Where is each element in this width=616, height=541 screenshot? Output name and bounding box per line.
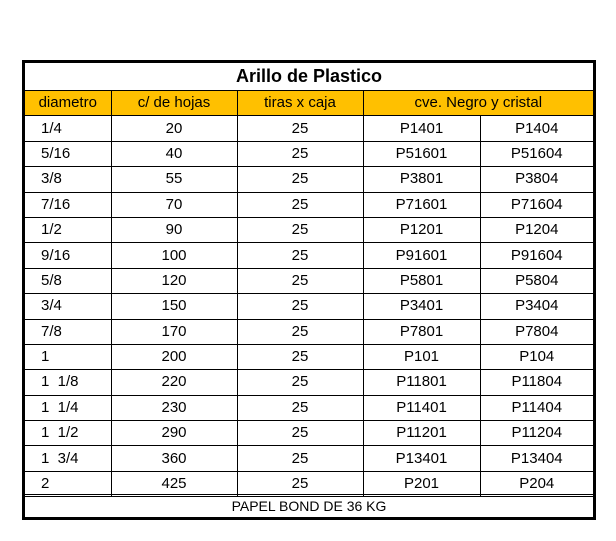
cell-hojas: 425 [111, 471, 237, 496]
cell-clave-cristal: P11404 [480, 395, 593, 420]
cell-tiras: 25 [237, 294, 363, 319]
cell-clave-negro: P101 [363, 344, 480, 369]
price-table-sheet [22, 60, 596, 520]
table-row [25, 446, 593, 471]
cell-clave-cristal: P104 [480, 344, 593, 369]
cell-diametro: 1 3/4 [25, 446, 111, 471]
table-row [25, 268, 593, 293]
cell-diametro: 2 [25, 471, 111, 496]
table-row [25, 421, 593, 446]
cell-diametro: 3/4 [25, 294, 111, 319]
cell-hojas: 100 [111, 243, 237, 268]
cell-hojas: 360 [111, 446, 237, 471]
cell-hojas: 70 [111, 192, 237, 217]
cell-hojas: 170 [111, 319, 237, 344]
cell-clave-cristal: P1404 [480, 116, 593, 141]
plastic-binding-table [25, 63, 593, 497]
cell-tiras: 25 [237, 344, 363, 369]
cell-hojas: 55 [111, 167, 237, 192]
cell-clave-cristal: P71604 [480, 192, 593, 217]
cell-diametro: 9/16 [25, 243, 111, 268]
cell-diametro: 1 1/8 [25, 370, 111, 395]
cell-clave-negro: P71601 [363, 192, 480, 217]
cell-clave-negro: P5801 [363, 268, 480, 293]
cell-clave-cristal: P3404 [480, 294, 593, 319]
cell-tiras: 25 [237, 370, 363, 395]
cell-clave-negro: P91601 [363, 243, 480, 268]
table-row [25, 167, 593, 192]
cell-diametro: 5/8 [25, 268, 111, 293]
cell-hojas: 150 [111, 294, 237, 319]
table-row [25, 243, 593, 268]
header-row [25, 91, 593, 116]
table-body [25, 63, 593, 497]
table-row [25, 192, 593, 217]
cell-diametro: 1 1/2 [25, 421, 111, 446]
cell-clave-cristal: P3804 [480, 167, 593, 192]
cell-clave-negro: P13401 [363, 446, 480, 471]
table-row [25, 370, 593, 395]
cell-clave-negro: P1401 [363, 116, 480, 141]
cell-tiras: 25 [237, 471, 363, 496]
cell-clave-negro: P7801 [363, 319, 480, 344]
cell-hojas: 290 [111, 421, 237, 446]
cell-clave-negro: P3401 [363, 294, 480, 319]
cell-clave-negro: P3801 [363, 167, 480, 192]
cell-tiras: 25 [237, 319, 363, 344]
cell-clave-negro: P51601 [363, 141, 480, 166]
cell-diametro: 1 1/4 [25, 395, 111, 420]
table-row [25, 319, 593, 344]
cell-tiras: 25 [237, 116, 363, 141]
cell-clave-cristal: P11204 [480, 421, 593, 446]
header-hojas: c/ de hojas [111, 91, 237, 116]
header-diametro: diametro [25, 91, 111, 116]
header-clave: cve. Negro y cristal [363, 91, 593, 116]
table-row [25, 217, 593, 242]
table-row [25, 141, 593, 166]
cell-diametro: 1/2 [25, 217, 111, 242]
cell-hojas: 90 [111, 217, 237, 242]
cell-clave-cristal: P13404 [480, 446, 593, 471]
cell-hojas: 40 [111, 141, 237, 166]
cell-tiras: 25 [237, 141, 363, 166]
table-row [25, 116, 593, 141]
cell-clave-cristal: P51604 [480, 141, 593, 166]
cell-tiras: 25 [237, 446, 363, 471]
cell-clave-negro: P1201 [363, 217, 480, 242]
cell-tiras: 25 [237, 167, 363, 192]
cell-clave-negro: P201 [363, 471, 480, 496]
cell-clave-cristal: P1204 [480, 217, 593, 242]
cell-tiras: 25 [237, 395, 363, 420]
cell-hojas: 120 [111, 268, 237, 293]
cell-clave-negro: P11401 [363, 395, 480, 420]
cell-hojas: 230 [111, 395, 237, 420]
cell-hojas: 20 [111, 116, 237, 141]
table-row [25, 344, 593, 369]
cell-clave-cristal: P5804 [480, 268, 593, 293]
cell-clave-cristal: P204 [480, 471, 593, 496]
title-row [25, 63, 593, 91]
table-row [25, 395, 593, 420]
cell-diametro: 3/8 [25, 167, 111, 192]
cell-tiras: 25 [237, 243, 363, 268]
header-tiras: tiras x caja [237, 91, 363, 116]
cell-clave-cristal: P11804 [480, 370, 593, 395]
cell-diametro: 1/4 [25, 116, 111, 141]
cell-hojas: 200 [111, 344, 237, 369]
cell-diametro: 7/16 [25, 192, 111, 217]
cell-clave-negro: P11801 [363, 370, 480, 395]
cell-tiras: 25 [237, 217, 363, 242]
cell-diametro: 5/16 [25, 141, 111, 166]
table-footer: PAPEL BOND DE 36 KG [25, 494, 593, 517]
cell-tiras: 25 [237, 268, 363, 293]
cell-hojas: 220 [111, 370, 237, 395]
table-row [25, 471, 593, 496]
cell-tiras: 25 [237, 421, 363, 446]
table-row [25, 294, 593, 319]
cell-tiras: 25 [237, 192, 363, 217]
cell-diametro: 1 [25, 344, 111, 369]
cell-clave-cristal: P91604 [480, 243, 593, 268]
cell-clave-negro: P11201 [363, 421, 480, 446]
cell-clave-cristal: P7804 [480, 319, 593, 344]
cell-diametro: 7/8 [25, 319, 111, 344]
table-title: Arillo de Plastico [25, 63, 593, 91]
